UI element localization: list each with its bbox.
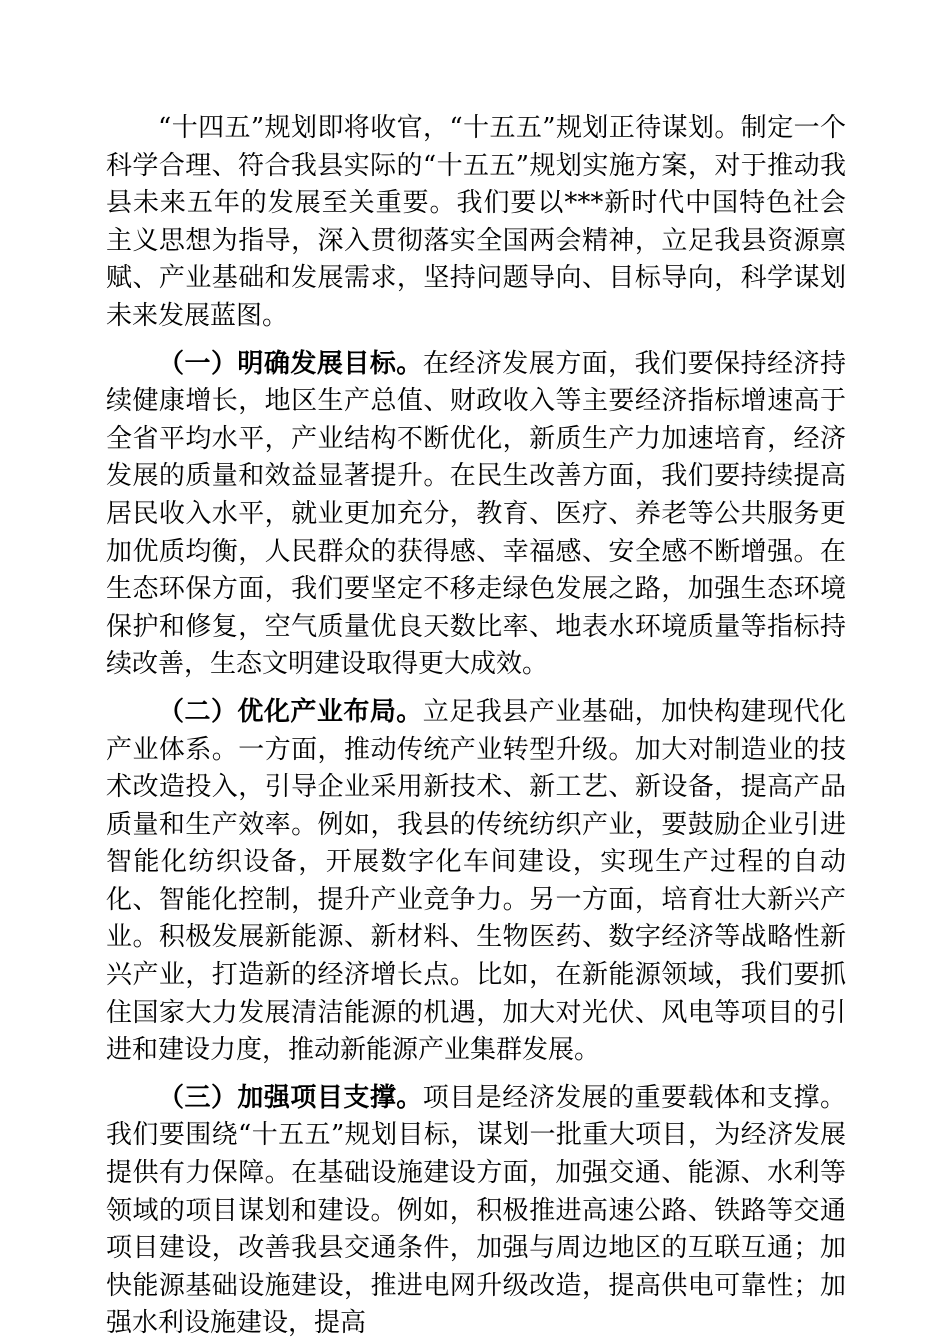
section-3-heading: （三）加强项目支撑。 <box>158 1082 423 1113</box>
section-1-paragraph <box>106 346 846 684</box>
section-2-heading: （二）优化产业布局。 <box>158 696 423 727</box>
section-3-paragraph <box>106 1080 846 1343</box>
section-2-text: 立足我县产业基础，加快构建现代化产业体系。一方面，推动传统产业转型升级。加大对制造业的技术改造投入，引导企业采用新技术、新工艺、新设备，提高产品质量和生产效率。例如，我县的传统纺织产业，要鼓励企业引进智能化纺织设备，开展数字化车间建设，实现生产过程的自动化、智能化控制，提升产业竞争力。另一方面，培育壮大新兴产业。积极发展新能源、新材料、生物医药、数字经济等战略性新兴产业，打造新的经济增长点。比如，在新能源领域，我们要抓住国家大力发展清洁能源的机遇，加大对光伏、风电等项目的引进和建设力度，推动新能源产业集群发展。 <box>106 696 846 1066</box>
section-1-text: 在经济发展方面，我们要保持经济持续健康增长，地区生产总值、财政收入等主要经济指标增速高于全省平均水平，产业结构不断优化，新质生产力加速培育，经济发展的质量和效益显著提升。在民生改善方面，我们要持续提高居民收入水平，就业更加充分，教育、医疗、养老等公共服务更加优质均衡，人民群众的获得感、幸福感、安全感不断增强。在生态环保方面，我们要坚定不移走绿色发展之路，加强生态环境保护和修复，空气质量优良天数比率、地表水环境质量等指标持续改善，生态文明建设取得更大成效。 <box>106 348 846 680</box>
document-page <box>106 110 846 1343</box>
intro-paragraph-text: “十四五”规划即将收官，“十五五”规划正待谋划。制定一个科学合理、符合我县实际的“十五五”规划实施方案，对于推动我县未来五年的发展至关重要。我们要以***新时代中国特色社会主义思想为指导，深入贯彻落实全国两会精神，立足我县资源禀赋、产业基础和发展需求，坚持问题导向、目标导向，科学谋划未来发展蓝图。 <box>106 113 846 331</box>
section-1-heading: （一）明确发展目标。 <box>158 348 423 379</box>
intro-paragraph <box>106 110 846 336</box>
section-2-paragraph <box>106 694 846 1070</box>
section-3-text: 项目是经济发展的重要载体和支撑。我们要围绕“十五五”规划目标，谋划一批重大项目，为经济发展提供有力保障。在基础设施建设方面，加强交通、能源、水利等领域的项目谋划和建设。例如，积极推进高速公路、铁路等交通项目建设，改善我县交通条件，加强与周边地区的互联互通；加快能源基础设施建设，推进电网升级改造，提高供电可靠性；加强水利设施建设，提高 <box>106 1082 846 1339</box>
